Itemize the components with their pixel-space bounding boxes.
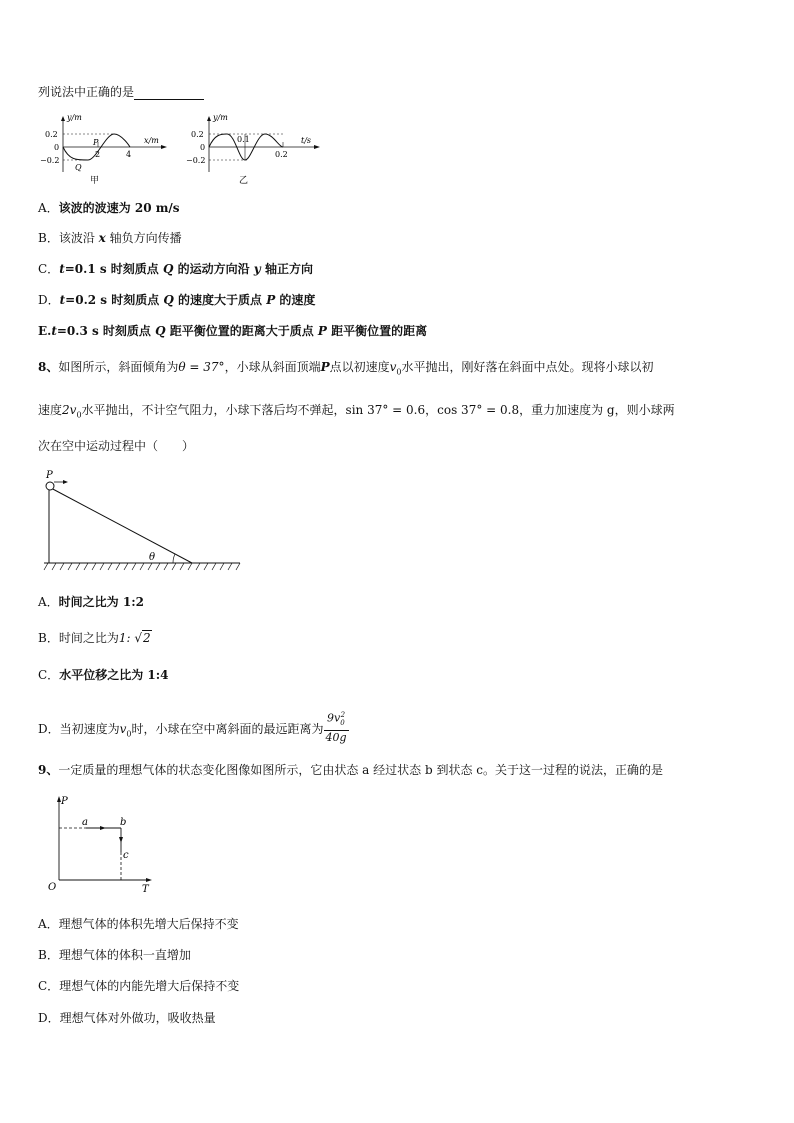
x-tick-4: 4 [126, 150, 132, 159]
two-v0: 2v [62, 403, 77, 417]
option-text: 水平位移之比为 1:4 [59, 668, 169, 682]
t-axis-arrow [314, 145, 320, 149]
option-label: A． [38, 201, 59, 215]
distance-fraction [324, 709, 349, 744]
stem-text: 水平抛出，刚好落在斜面中点处。现将小球以初 [401, 360, 654, 374]
time-value: =0.2 s 时刻质点 [65, 293, 164, 307]
q7-option-d[interactable] [38, 292, 315, 308]
option-label: B． [38, 631, 59, 645]
var-q: Q [162, 262, 174, 276]
option-text: 该波的波速为 20 m/s [58, 201, 180, 215]
state-b-label: b [120, 817, 127, 828]
option-label: B． [38, 231, 59, 245]
stem-text: 如图所示，斜面倾角为 [58, 360, 179, 374]
fraction-denominator: 40g [325, 730, 347, 744]
q9-option-b[interactable] [38, 947, 191, 963]
y-axis-label: y/m [213, 113, 228, 122]
y-axis-arrow [61, 116, 65, 121]
point-p: P [320, 360, 330, 374]
option-text: 时，小球在空中离斜面的最远距离为 [131, 721, 324, 736]
q9-stem [38, 762, 663, 778]
t-axis-label: t/s [301, 136, 312, 145]
theta-expression: θ = 37° [178, 360, 225, 374]
sin-expression: sin 37° = 0.6 [345, 403, 426, 417]
option-label: A． [38, 917, 59, 931]
stem-text: ，重力加速度为 g，则小球两 [519, 403, 675, 417]
x-axis-label: x/m [144, 136, 159, 145]
q9-option-c[interactable] [38, 978, 239, 994]
option-label: C． [38, 979, 60, 993]
cos-expression: cos 37° = 0.8 [437, 403, 520, 417]
var-q: Q [155, 324, 166, 338]
wave-graph-jia [40, 112, 170, 187]
option-mid: 距平衡位置的距离大于质点 [165, 324, 318, 338]
q9-option-d[interactable] [38, 1010, 216, 1026]
option-label: D． [38, 293, 60, 307]
var-p: P [266, 293, 276, 307]
option-text: 时间之比为 1:2 [58, 595, 144, 609]
p-axis-label: P [61, 796, 68, 807]
var-t: t [51, 324, 57, 338]
point-p-label: P [46, 470, 53, 481]
v0: v [389, 360, 397, 374]
q7-stem [38, 84, 204, 100]
stem-text: 一定质量的理想气体的状态变化图像如图所示，它由状态 a 经过状态 b 到状态 c。关于这一过程的说法，正确的是 [58, 763, 663, 777]
separator: ， [425, 403, 438, 417]
q8-option-a[interactable] [38, 594, 144, 610]
option-label: C． [38, 668, 60, 682]
option-label: D． [38, 721, 60, 736]
incline-slope [49, 487, 192, 563]
v0: v [119, 721, 127, 736]
sqrt-sign: √ [134, 631, 142, 645]
q7-stem-text: 列说法中正确的是 [38, 85, 135, 99]
var-t: t [59, 262, 65, 276]
angle-arc [173, 554, 175, 563]
numerator-sub: 0 [340, 718, 345, 727]
question-number: 8、 [38, 360, 59, 374]
option-post: 距平衡位置的距离 [326, 324, 428, 338]
option-label: D． [38, 1011, 60, 1025]
point-p-label: P [93, 138, 99, 147]
q8-option-c[interactable] [38, 667, 169, 683]
theta-label: θ [149, 552, 156, 563]
x-axis-arrow [161, 145, 167, 149]
option-label: B． [38, 948, 59, 962]
fraction-numerator [324, 709, 349, 731]
option-text: 当初速度为 [59, 721, 120, 736]
point-q-label: Q [75, 163, 82, 172]
ground-hatching [44, 563, 240, 570]
time-value: =0.1 s 时刻质点 [64, 262, 163, 276]
stem-text: 点以初速度 [329, 360, 390, 374]
y-tick-zero: 0 [54, 143, 60, 152]
y-tick-top: 0.2 [45, 130, 58, 139]
q7-option-b[interactable] [38, 230, 182, 246]
y-tick-zero: 0 [200, 143, 206, 152]
origin-label: O [48, 882, 57, 893]
q7-option-e[interactable] [38, 323, 427, 339]
stem-text: 水平抛出，不计空气阻力，小球下落后均不弹起， [81, 403, 346, 417]
stem-text: 速度 [38, 403, 63, 417]
option-text-pre: 该波沿 [58, 231, 99, 245]
caption-jia: 甲 [90, 176, 100, 186]
sqrt-value: 2 [143, 631, 151, 645]
answer-blank [134, 87, 204, 100]
t-axis-arrow [146, 878, 152, 882]
q8-option-d[interactable] [38, 712, 349, 747]
option-text: 时间之比为 [58, 631, 119, 645]
option-label: C． [38, 262, 60, 276]
y-tick-bottom: −0.2 [186, 156, 206, 165]
option-text: 理想气体的内能先增大后保持不变 [59, 979, 240, 993]
option-label: E. [38, 324, 52, 338]
q8-stem-line2 [38, 402, 675, 423]
ratio-expression: 1: [118, 631, 135, 645]
x-tick-2: 2 [95, 150, 101, 159]
option-mid: 的速度大于质点 [173, 293, 267, 307]
q8-stem-line1 [38, 359, 654, 380]
velocity-arrow-head [63, 480, 68, 484]
v0-subscript: 0 [76, 410, 82, 420]
v0-subscript: 0 [396, 367, 402, 377]
pt-graph [44, 792, 159, 896]
option-mid: 的运动方向沿 [173, 262, 254, 276]
t-tick-0.2: 0.2 [275, 150, 288, 159]
numerator-text: 9v [326, 711, 341, 725]
option-post: 的速度 [275, 293, 316, 307]
process-a-b-arrow [100, 826, 106, 830]
q7-option-a[interactable] [38, 200, 180, 216]
option-text: 理想气体对外做功，吸收热量 [59, 1011, 216, 1025]
var-t: t [59, 293, 66, 307]
time-value: =0.3 s 时刻质点 [56, 324, 156, 338]
y-tick-top: 0.2 [191, 130, 204, 139]
option-post: 轴正方向 [260, 262, 313, 276]
var-p: P [317, 324, 327, 338]
numerator-sup: 2 [340, 711, 346, 719]
q8-option-b[interactable] [38, 630, 152, 646]
q8-stem-line3 [38, 438, 194, 454]
ball [46, 482, 54, 490]
var-y: y [253, 262, 261, 276]
var-q: Q [163, 293, 174, 307]
stem-text: ，小球从斜面顶端 [224, 360, 321, 374]
t-axis-label: T [142, 884, 149, 895]
q7-option-c[interactable] [38, 261, 313, 277]
y-axis-label: y/m [67, 113, 82, 122]
var-x: x [98, 231, 106, 245]
option-text-post: 轴负方向传播 [105, 231, 182, 245]
option-label: A． [38, 595, 59, 609]
option-text: 理想气体的体积一直增加 [58, 948, 191, 962]
t-tick-0.1: 0.1 [237, 135, 250, 144]
incline-diagram [40, 465, 245, 575]
y-tick-bottom: −0.2 [40, 156, 60, 165]
stem-text: 次在空中运动过程中（ ） [38, 439, 195, 453]
option-text: 理想气体的体积先增大后保持不变 [58, 917, 239, 931]
process-b-c-arrow [119, 837, 123, 843]
q9-option-a[interactable] [38, 916, 239, 932]
question-number: 9、 [38, 763, 59, 777]
caption-yi: 乙 [239, 176, 249, 186]
y-axis-arrow [207, 116, 211, 121]
state-c-label: c [123, 850, 129, 861]
vibration-graph-yi [183, 112, 323, 187]
v0-subscript: 0 [126, 729, 132, 739]
state-a-label: a [82, 817, 88, 828]
